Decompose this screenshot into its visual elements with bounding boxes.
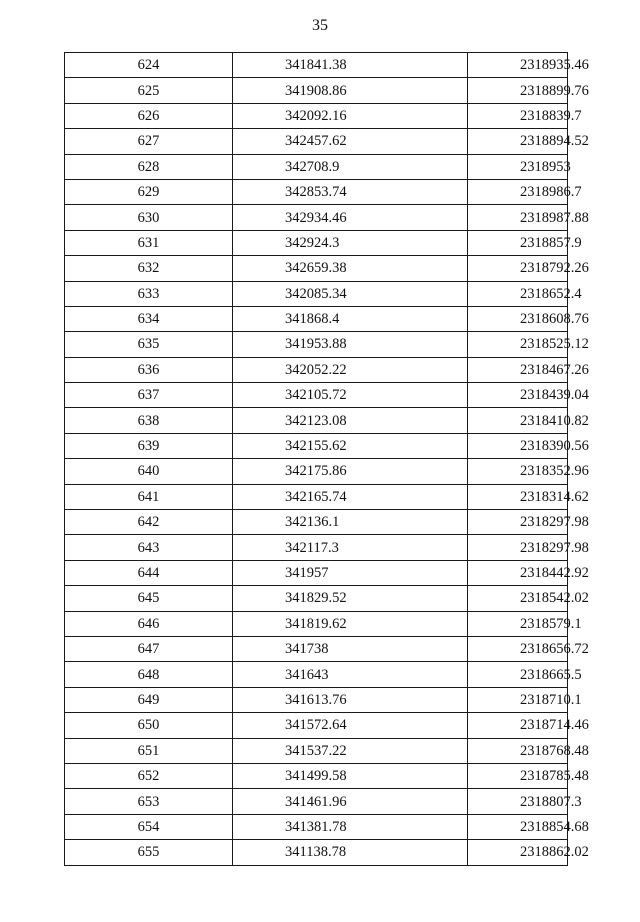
y-coordinate-cell: 2318899.76 — [468, 78, 568, 103]
y-coordinate-cell: 2318768.48 — [468, 738, 568, 763]
table-row — [65, 306, 568, 331]
table-row — [65, 256, 568, 281]
point-number-cell: 644 — [65, 560, 233, 585]
point-number-cell: 632 — [65, 256, 233, 281]
x-coordinate-cell: 341908.86 — [233, 78, 468, 103]
y-coordinate-cell: 2318442.92 — [468, 560, 568, 585]
y-coordinate-cell: 2318986.7 — [468, 179, 568, 204]
x-coordinate-cell: 342092.16 — [233, 103, 468, 128]
table-row — [65, 560, 568, 585]
table-row — [65, 205, 568, 230]
y-coordinate-cell: 2318467.26 — [468, 357, 568, 382]
point-number-cell: 652 — [65, 763, 233, 788]
y-coordinate-cell: 2318608.76 — [468, 306, 568, 331]
table-row — [65, 510, 568, 535]
x-coordinate-cell: 341643 — [233, 662, 468, 687]
y-coordinate-cell: 2318839.7 — [468, 103, 568, 128]
point-number-cell: 626 — [65, 103, 233, 128]
y-coordinate-cell: 2318935.46 — [468, 53, 568, 78]
x-coordinate-cell: 341953.88 — [233, 332, 468, 357]
coordinates-table-body — [65, 53, 589, 866]
table-row — [65, 357, 568, 382]
table-row — [65, 814, 568, 839]
table-row — [65, 78, 568, 103]
y-coordinate-cell: 2318410.82 — [468, 408, 568, 433]
y-coordinate-cell: 2318652.4 — [468, 281, 568, 306]
x-coordinate-cell: 342136.1 — [233, 510, 468, 535]
x-coordinate-cell: 341381.78 — [233, 814, 468, 839]
point-number-cell: 637 — [65, 383, 233, 408]
point-number-cell: 648 — [65, 662, 233, 687]
y-coordinate-cell: 2318352.96 — [468, 459, 568, 484]
point-number-cell: 631 — [65, 230, 233, 255]
point-number-cell: 654 — [65, 814, 233, 839]
point-number-cell: 624 — [65, 53, 233, 78]
x-coordinate-cell: 341841.38 — [233, 53, 468, 78]
point-number-cell: 643 — [65, 535, 233, 560]
point-number-cell: 646 — [65, 611, 233, 636]
coordinates-table — [64, 52, 589, 866]
y-coordinate-cell: 2318987.88 — [468, 205, 568, 230]
y-coordinate-cell: 2318857.9 — [468, 230, 568, 255]
y-coordinate-cell: 2318807.3 — [468, 789, 568, 814]
table-row — [65, 154, 568, 179]
x-coordinate-cell: 342105.72 — [233, 383, 468, 408]
y-coordinate-cell: 2318862.02 — [468, 840, 568, 865]
point-number-cell: 625 — [65, 78, 233, 103]
x-coordinate-cell: 342175.86 — [233, 459, 468, 484]
y-coordinate-cell: 2318656.72 — [468, 636, 568, 661]
x-coordinate-cell: 342934.46 — [233, 205, 468, 230]
point-number-cell: 645 — [65, 586, 233, 611]
table-row — [65, 789, 568, 814]
table-row — [65, 636, 568, 661]
table-row — [65, 586, 568, 611]
table-row — [65, 179, 568, 204]
y-coordinate-cell: 2318710.1 — [468, 687, 568, 712]
table-row — [65, 383, 568, 408]
point-number-cell: 629 — [65, 179, 233, 204]
x-coordinate-cell: 342052.22 — [233, 357, 468, 382]
table-row — [65, 662, 568, 687]
point-number-cell: 630 — [65, 205, 233, 230]
y-coordinate-cell: 2318525.12 — [468, 332, 568, 357]
y-coordinate-cell: 2318792.26 — [468, 256, 568, 281]
y-coordinate-cell: 2318297.98 — [468, 510, 568, 535]
page-number: 35 — [312, 17, 328, 34]
point-number-cell: 627 — [65, 129, 233, 154]
table-row — [65, 332, 568, 357]
table-row — [65, 738, 568, 763]
x-coordinate-cell: 341461.96 — [233, 789, 468, 814]
table-row — [65, 687, 568, 712]
y-coordinate-cell: 2318579.1 — [468, 611, 568, 636]
y-coordinate-cell: 2318714.46 — [468, 713, 568, 738]
point-number-cell: 640 — [65, 459, 233, 484]
x-coordinate-cell: 342708.9 — [233, 154, 468, 179]
table-row — [65, 53, 568, 78]
x-coordinate-cell: 341819.62 — [233, 611, 468, 636]
x-coordinate-cell: 342924.3 — [233, 230, 468, 255]
x-coordinate-cell: 341613.76 — [233, 687, 468, 712]
table-row — [65, 535, 568, 560]
x-coordinate-cell: 341738 — [233, 636, 468, 661]
point-number-cell: 655 — [65, 840, 233, 865]
point-number-cell: 653 — [65, 789, 233, 814]
x-coordinate-cell: 342085.34 — [233, 281, 468, 306]
x-coordinate-cell: 342659.38 — [233, 256, 468, 281]
table-row — [65, 713, 568, 738]
x-coordinate-cell: 342123.08 — [233, 408, 468, 433]
table-row — [65, 129, 568, 154]
y-coordinate-cell: 2318665.5 — [468, 662, 568, 687]
table-row — [65, 840, 568, 865]
point-number-cell: 638 — [65, 408, 233, 433]
x-coordinate-cell: 342165.74 — [233, 484, 468, 509]
y-coordinate-cell: 2318390.56 — [468, 433, 568, 458]
y-coordinate-cell: 2318953 — [468, 154, 568, 179]
table-row — [65, 611, 568, 636]
y-coordinate-cell: 2318785.48 — [468, 763, 568, 788]
point-number-cell: 639 — [65, 433, 233, 458]
x-coordinate-cell: 342117.3 — [233, 535, 468, 560]
table-row — [65, 408, 568, 433]
point-number-cell: 642 — [65, 510, 233, 535]
x-coordinate-cell: 341868.4 — [233, 306, 468, 331]
x-coordinate-cell: 341829.52 — [233, 586, 468, 611]
y-coordinate-cell: 2318439.04 — [468, 383, 568, 408]
x-coordinate-cell: 342155.62 — [233, 433, 468, 458]
table-row — [65, 103, 568, 128]
x-coordinate-cell: 341957 — [233, 560, 468, 585]
x-coordinate-cell: 342457.62 — [233, 129, 468, 154]
x-coordinate-cell: 341499.58 — [233, 763, 468, 788]
y-coordinate-cell: 2318314.62 — [468, 484, 568, 509]
point-number-cell: 647 — [65, 636, 233, 661]
point-number-cell: 649 — [65, 687, 233, 712]
x-coordinate-cell: 341572.64 — [233, 713, 468, 738]
point-number-cell: 635 — [65, 332, 233, 357]
point-number-cell: 636 — [65, 357, 233, 382]
x-coordinate-cell: 341537.22 — [233, 738, 468, 763]
point-number-cell: 628 — [65, 154, 233, 179]
table-row — [65, 763, 568, 788]
point-number-cell: 634 — [65, 306, 233, 331]
y-coordinate-cell: 2318894.52 — [468, 129, 568, 154]
x-coordinate-cell: 342853.74 — [233, 179, 468, 204]
y-coordinate-cell: 2318297.98 — [468, 535, 568, 560]
point-number-cell: 651 — [65, 738, 233, 763]
point-number-cell: 633 — [65, 281, 233, 306]
table-row — [65, 281, 568, 306]
point-number-cell: 650 — [65, 713, 233, 738]
x-coordinate-cell: 341138.78 — [233, 840, 468, 865]
point-number-cell: 641 — [65, 484, 233, 509]
y-coordinate-cell: 2318542.02 — [468, 586, 568, 611]
table-row — [65, 230, 568, 255]
table-row — [65, 433, 568, 458]
table-row — [65, 484, 568, 509]
y-coordinate-cell: 2318854.68 — [468, 814, 568, 839]
table-row — [65, 459, 568, 484]
